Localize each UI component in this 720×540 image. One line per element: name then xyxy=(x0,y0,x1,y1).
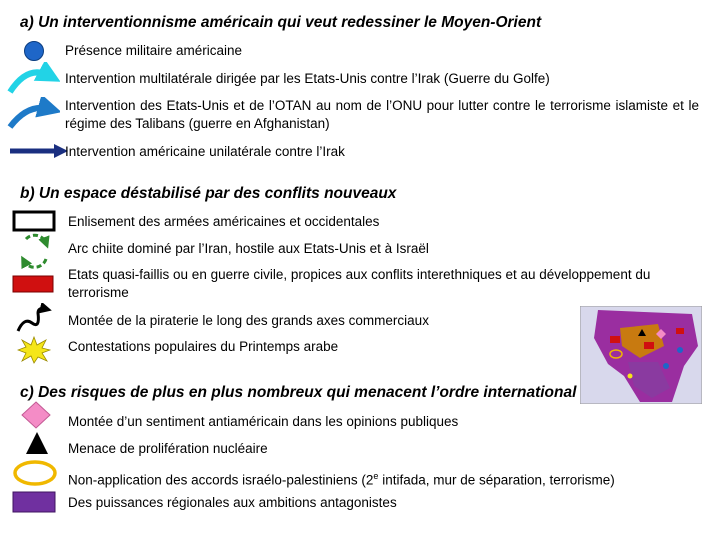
cyan-curved-arrow-icon xyxy=(4,62,60,98)
legend-item-text: Contestations populaires du Printemps arabe xyxy=(68,339,339,354)
legend-item-text: Montée d’un sentiment antiaméricain dans les opinions publiques xyxy=(68,414,459,429)
green-dashed-circular-arrows-icon xyxy=(18,233,52,269)
legend-item-text: Etats quasi-faillis ou en guerre civile, propices aux conflits interethniques et au développement du terrorisme xyxy=(68,267,651,300)
black-wavy-arrow-icon xyxy=(14,303,56,337)
legend-item-text: Intervention des Etats-Unis et de l’OTAN au nom de l’ONU pour lutter contre le terrorisme islamiste et le régime des Talibans (guerre en Afghanistan) xyxy=(65,98,699,131)
yellow-ellipse-outline-icon xyxy=(12,458,58,488)
red-rectangle-icon xyxy=(12,275,56,295)
blue-curved-arrow-icon xyxy=(4,97,60,133)
section-b-heading: b) Un espace déstabilisé par des conflits nouveaux xyxy=(20,185,397,202)
navy-straight-arrow-icon xyxy=(8,142,70,160)
section-c-heading: c) Des risques de plus en plus nombreux qui menacent l’ordre international xyxy=(20,384,577,401)
legend-item-text: Non-application des accords israélo-palestiniens (2e intifada, mur de séparation, terrorisme) xyxy=(68,471,615,488)
pink-diamond-icon xyxy=(20,400,52,430)
section-a-heading: a) Un interventionnisme américain qui veut redessiner le Moyen-Orient xyxy=(20,14,542,31)
legend-item-text: Intervention multilatérale dirigée par les Etats-Unis contre l’Irak (Guerre du Golfe) xyxy=(65,71,550,86)
legend-item-text: Menace de prolifération nucléaire xyxy=(68,441,268,456)
legend-item-text: Des puissances régionales aux ambitions antagonistes xyxy=(68,495,397,510)
black-rectangle-outline-icon xyxy=(12,210,56,232)
legend-item-text: Arc chiite dominé par l’Iran, hostile aux Etats-Unis et à Israël xyxy=(68,241,429,256)
legend-item-text: Présence militaire américaine xyxy=(65,43,243,58)
black-triangle-icon xyxy=(24,430,50,456)
blue-circle-icon xyxy=(22,40,46,62)
middle-east-map-thumbnail xyxy=(580,306,702,404)
legend-item-text: Intervention américaine unilatérale contre l’Irak xyxy=(65,144,345,159)
purple-rectangle-icon xyxy=(12,491,58,515)
legend-item-text: Enlisement des armées américaines et occidentales xyxy=(68,214,380,229)
yellow-explosion-icon xyxy=(17,336,51,364)
legend-item-text: Montée de la piraterie le long des grands axes commerciaux xyxy=(68,313,429,328)
